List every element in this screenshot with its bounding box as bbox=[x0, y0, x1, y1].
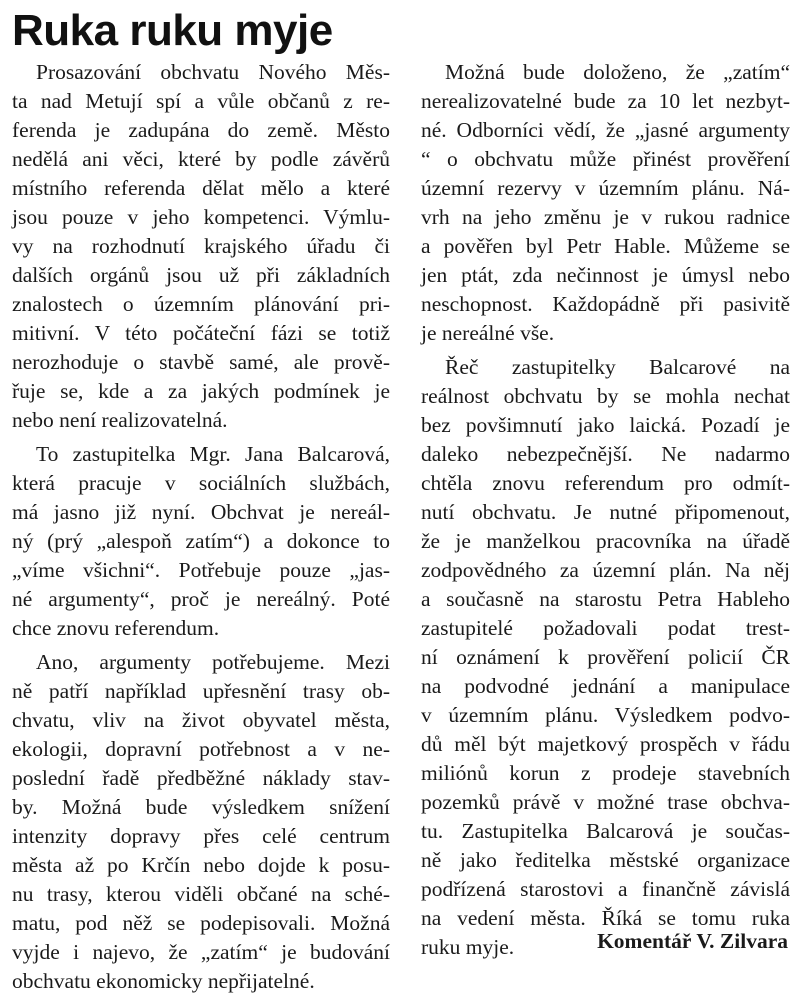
text-line: neschopnost. Každopádně při pasivitě bbox=[421, 292, 790, 316]
text-line: na podvodné jednání a manipulace bbox=[421, 674, 790, 698]
text-line: To zastupitelka Mgr. Jana Balcarová, bbox=[36, 442, 390, 466]
text-line: v územním plánu. Výsledkem podvo- bbox=[421, 703, 790, 727]
article-column-left bbox=[12, 58, 390, 1001]
article-paragraph bbox=[12, 648, 390, 996]
text-line: Ano, argumenty potřebujeme. Mezi bbox=[36, 650, 390, 674]
article-paragraph bbox=[12, 58, 390, 435]
text-line: ný (prý „alespoň zatím“) a dokonce to bbox=[12, 529, 390, 553]
text-line: nerozhoduje o stavbě samé, ale prově- bbox=[12, 350, 390, 374]
text-line: dalších orgánů jsou už při základních bbox=[12, 263, 390, 287]
text-line: nedělá ani věci, které by podle závěrů bbox=[12, 147, 390, 171]
author-signature: Komentář V. Zilvara bbox=[597, 929, 788, 953]
article-column-right bbox=[421, 58, 790, 967]
text-line: chtěla znovu referendum pro odmít- bbox=[421, 471, 790, 495]
text-line: chvatu, vliv na život obyvatel města, bbox=[12, 708, 390, 732]
text-line: né argumenty“, proč je nereálný. Poté bbox=[12, 587, 390, 611]
text-line: ekologii, dopravní potřebnost a v ne- bbox=[12, 737, 390, 761]
text-line: „víme všichni“. Potřebuje pouze „jas- bbox=[12, 558, 390, 582]
text-line: znalostech o územním plánování pri- bbox=[12, 292, 390, 316]
article-paragraph bbox=[421, 58, 790, 348]
text-line: a pověřen byl Petr Hable. Můžeme se bbox=[421, 234, 790, 258]
text-line: ferenda je zadupána do země. Město bbox=[12, 118, 390, 142]
text-line: ta nad Metují spí a vůle občanů z re- bbox=[12, 89, 390, 113]
text-line: miliónů korun z prodeje stavebních bbox=[421, 761, 790, 785]
text-line: ruku myje. bbox=[421, 935, 515, 959]
text-line: matu, pod něž se podepisovali. Možná bbox=[12, 911, 390, 935]
text-line: chce znovu referendum. bbox=[12, 616, 220, 640]
text-line: by. Možná bude výsledkem snížení bbox=[12, 795, 390, 819]
text-line: města až po Krčín nebo dojde k posu- bbox=[12, 853, 390, 877]
text-line: dů měl být majetkový prospěch v řádu bbox=[421, 732, 790, 756]
text-line: nu trasy, kterou viděli občané na sché- bbox=[12, 882, 390, 906]
text-line: ní oznámení k prověření policií ČR bbox=[421, 645, 790, 669]
text-line: vyjde i najevo, že „zatím“ je budování bbox=[12, 940, 390, 964]
text-line: která pracuje v sociálních službách, bbox=[12, 471, 390, 495]
text-line: na vedení města. Říká se tomu ruka bbox=[421, 906, 790, 930]
text-line: mitivní. V této počáteční fázi se totiž bbox=[12, 321, 390, 345]
article-headline: Ruka ruku myje bbox=[12, 6, 333, 55]
article-paragraph bbox=[12, 440, 390, 643]
text-line: vrh na jeho změnu je v rukou radnice bbox=[421, 205, 790, 229]
text-line: ně jako ředitelka městské organizace bbox=[421, 848, 790, 872]
text-line: podřízená starostovi a finančně závislá bbox=[421, 877, 790, 901]
text-line: zodpovědného za územní plán. Na něj bbox=[421, 558, 790, 582]
text-line: územní rezervy v územním plánu. Ná- bbox=[421, 176, 790, 200]
text-line: že je manželkou pracovníka na úřadě bbox=[421, 529, 790, 553]
text-line: je nereálné vše. bbox=[421, 321, 555, 345]
text-line: Řeč zastupitelky Balcarové na bbox=[445, 355, 790, 379]
text-line: né. Odborníci vědí, že „jasné argumenty bbox=[421, 118, 790, 142]
text-line: pozemků právě v možné trase obchva- bbox=[421, 790, 790, 814]
text-line: jen ptát, zda nečinnost je úmysl nebo bbox=[421, 263, 790, 287]
text-line: daleko nebezpečnější. Ne nadarmo bbox=[421, 442, 790, 466]
text-line: a současně na starostu Petra Hableho bbox=[421, 587, 790, 611]
text-line: reálnost obchvatu by se mohla nechat bbox=[421, 384, 790, 408]
text-line: řuje se, kde a za jakých podmínek je bbox=[12, 379, 390, 403]
text-line: nerealizovatelné bude za 10 let nezbyt- bbox=[421, 89, 790, 113]
text-line: bez povšimnutí jako laická. Pozadí je bbox=[421, 413, 790, 437]
text-line: má jasno již nyní. Obchvat je nereál- bbox=[12, 500, 390, 524]
text-line: zastupitelé požadovali podat trest- bbox=[421, 616, 790, 640]
article-paragraph bbox=[421, 353, 790, 962]
text-line: obchvatu ekonomicky nepřijatelné. bbox=[12, 969, 315, 993]
text-line: Možná bude doloženo, že „zatím“ bbox=[445, 60, 790, 84]
text-line: nebo není realizovatelná. bbox=[12, 408, 228, 432]
text-line: ně patří například upřesnění trasy ob- bbox=[12, 679, 390, 703]
text-line: jsou pouze v jeho kompetenci. Výmlu- bbox=[12, 205, 390, 229]
text-line: místního referenda dělat mělo a které bbox=[12, 176, 390, 200]
text-line: Prosazování obchvatu Nového Měs- bbox=[36, 60, 390, 84]
text-line: “ o obchvatu může přinést prověření bbox=[421, 147, 790, 171]
text-line: intenzity dopravy přes celé centrum bbox=[12, 824, 390, 848]
text-line: nutí obchvatu. Je nutné připomenout, bbox=[421, 500, 790, 524]
text-line: tu. Zastupitelka Balcarová je součas- bbox=[421, 819, 790, 843]
text-line: vy na rozhodnutí krajského úřadu či bbox=[12, 234, 390, 258]
text-line: poslední řadě předběžné náklady stav- bbox=[12, 766, 390, 790]
